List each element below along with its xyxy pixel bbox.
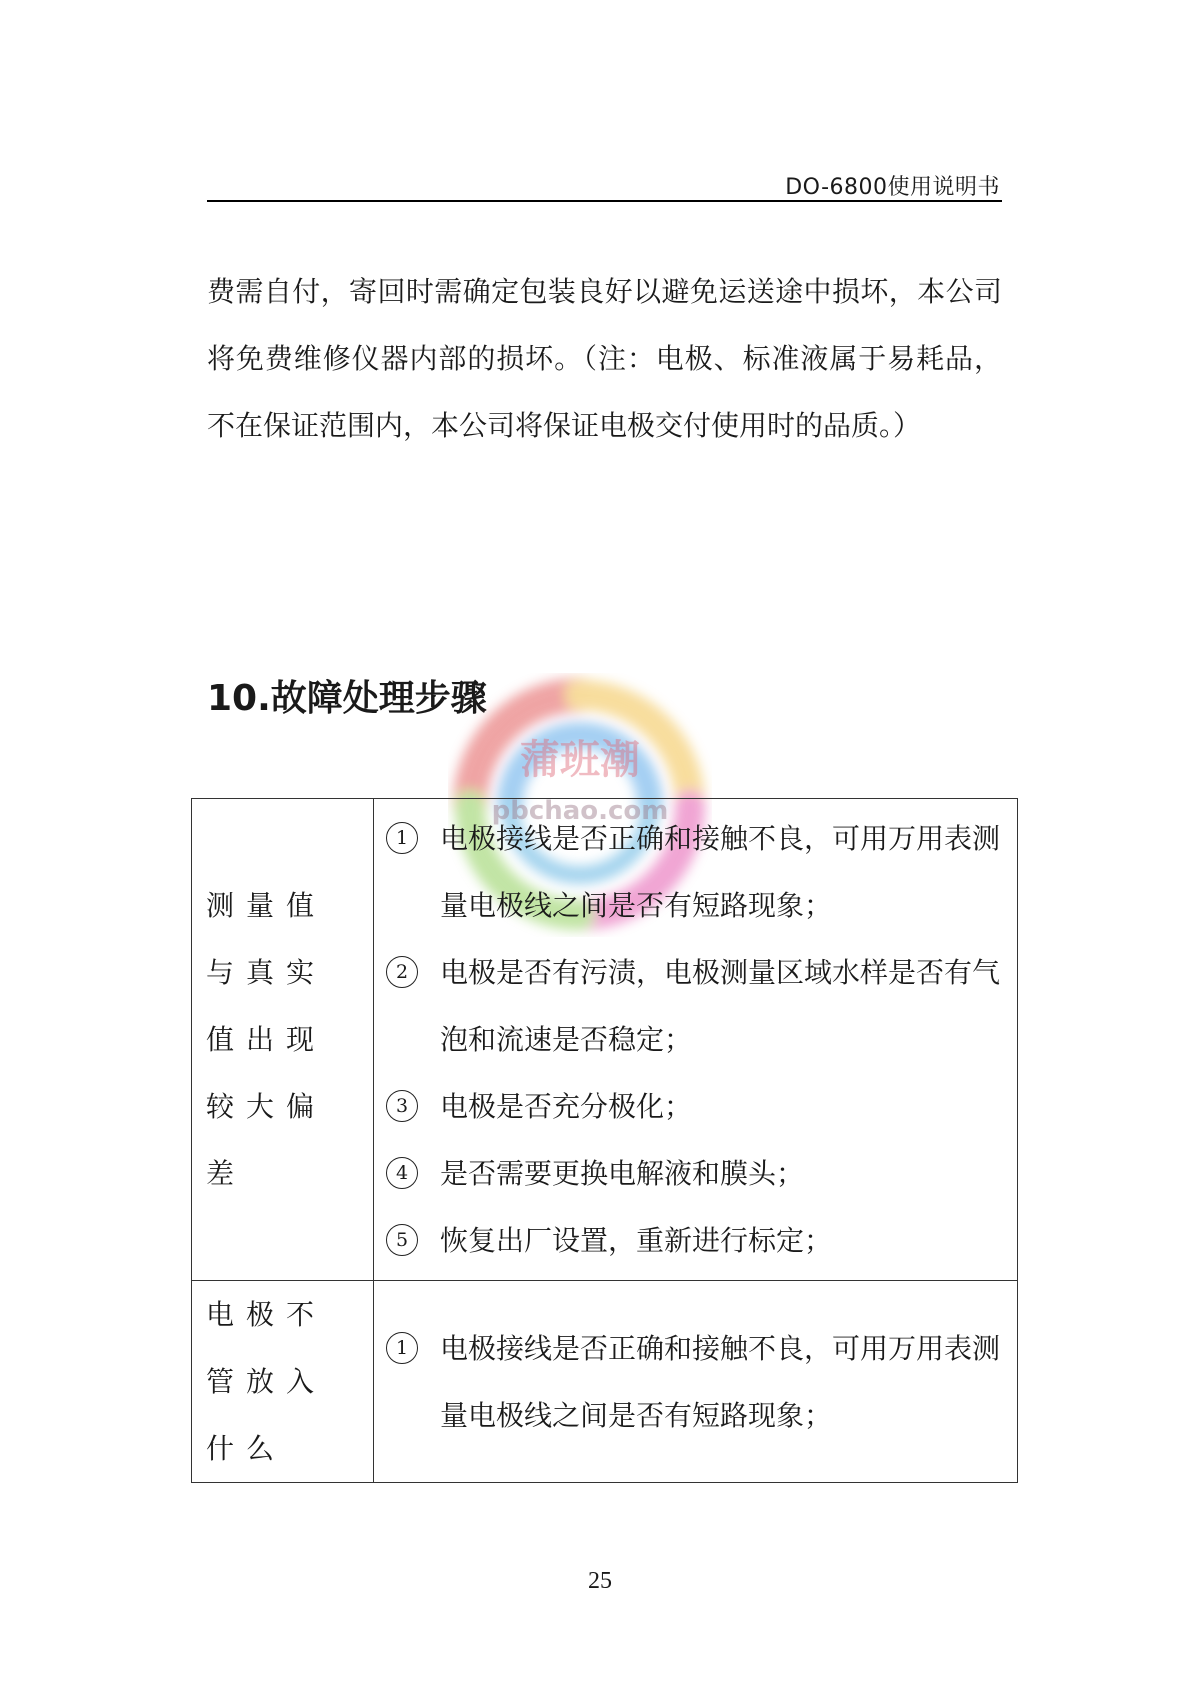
step-text: 恢复出厂设置，重新进行标定； [440,1224,833,1257]
watermark-url-text: pbchao.com [491,796,669,826]
step-text: 电极是否有污渍，电极测量区域水样是否有气泡和流速是否稳定； [440,956,1001,1056]
step-number-badge: 2 [386,956,418,988]
step-number-badge: 4 [386,1157,418,1189]
step-item [386,1315,1007,1449]
step-number-badge: 1 [386,1332,418,1364]
step-text: 电极接线是否正确和接触不良，可用万用表测量电极线之间是否有短路现象； [440,1331,1001,1432]
step-item [386,805,1007,939]
step-text: 是否需要更换电解液和膜头； [440,1157,805,1190]
step-text: 电极是否充分极化； [440,1090,693,1123]
document-header-title: DO-6800使用说明书 [785,175,1000,200]
step-item [386,939,1007,1073]
warranty-paragraph: 费需自付，寄回时需确定包装良好以避免运送途中损坏，本公司将免费维修仪器内部的损坏。（注：电极、标准液属于易耗品，不在保证范围内，本公司将保证电极交付使用时的品质。） [207,275,1002,442]
step-number-badge: 3 [386,1090,418,1122]
steps-cell [374,799,1018,1281]
steps-cell [374,1281,1018,1483]
symptom-cell: 电极不管放入什么 [192,1281,374,1483]
step-text: 电极接线是否正确和接触不良，可用万用表测量电极线之间是否有短路现象； [440,822,1001,922]
table-row [192,1281,1018,1483]
step-item [386,1207,1007,1274]
step-item [386,1073,1007,1140]
watermark-chinese-text: 蒲班潮 [520,737,640,783]
troubleshooting-table [191,798,1018,1483]
header-divider [207,200,1002,202]
section-heading: 10.故障处理步骤 [207,678,487,719]
step-number-badge: 1 [386,822,418,854]
step-item [386,1140,1007,1207]
table-row [192,799,1018,1281]
symptom-cell: 测量值与真实值出现较大偏差 [192,799,374,1281]
step-number-badge: 5 [386,1224,418,1256]
page-number: 25 [588,1568,612,1594]
